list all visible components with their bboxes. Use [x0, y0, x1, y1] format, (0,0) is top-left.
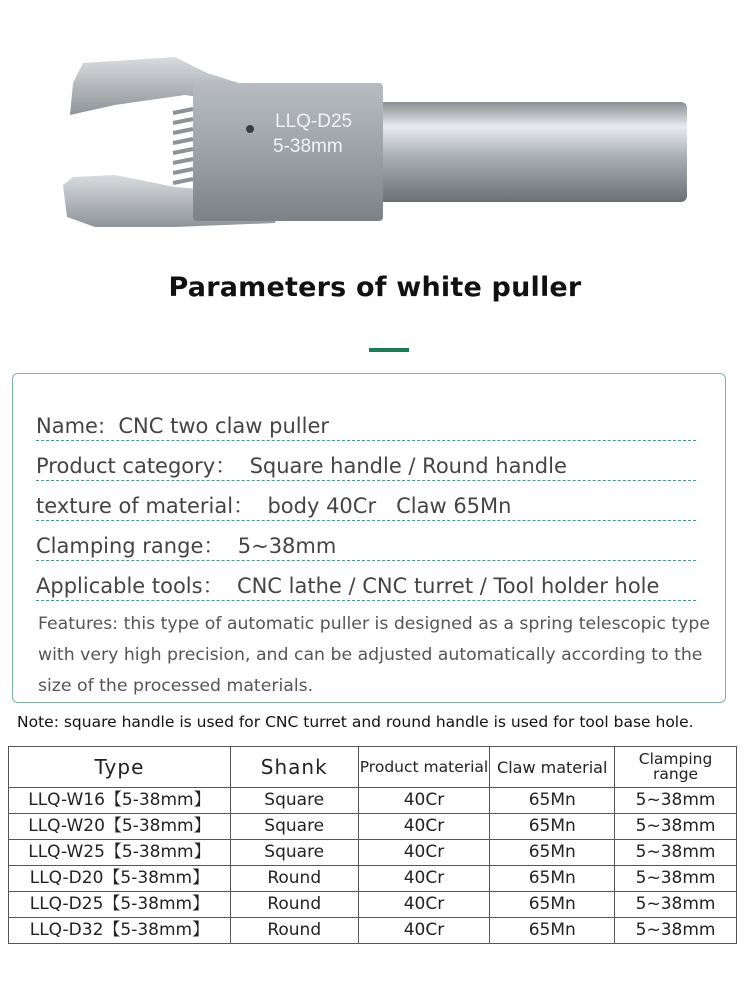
cell-claw-material: 65Mn — [490, 866, 615, 892]
table-row — [9, 788, 737, 814]
cell-claw-material: 65Mn — [490, 814, 615, 840]
param-row-clamping-range — [36, 532, 696, 561]
param-row-category — [36, 452, 696, 481]
param-row-name — [36, 412, 696, 441]
param-row-applicable-tools — [36, 572, 696, 601]
cell-clamping-range: 5~38mm — [615, 840, 737, 866]
header-product-material: Product material — [358, 747, 490, 788]
param-label: Clamping range： — [36, 534, 225, 558]
header-type: Type — [9, 747, 231, 788]
cell-clamping-range: 5~38mm — [615, 892, 737, 918]
table-row — [9, 814, 737, 840]
cell-product-material: 40Cr — [358, 788, 490, 814]
product-photo — [55, 55, 695, 245]
cell-shank: Square — [230, 788, 358, 814]
features-text: Features: this type of automatic puller is designed as a spring telescopic type with very high precision, and can be adjusted automatically according to the size of the processed materials. — [38, 614, 711, 696]
cell-clamping-range: 5~38mm — [615, 788, 737, 814]
table-header-row — [9, 747, 737, 788]
engraving-range: 5-38mm — [273, 136, 343, 157]
cell-type: LLQ-D32【5-38mm】 — [9, 918, 231, 944]
cell-clamping-range: 5~38mm — [615, 866, 737, 892]
cell-claw-material: 65Mn — [490, 840, 615, 866]
set-screw-hole-illustration — [246, 125, 254, 133]
cell-type: LLQ-D20【5-38mm】 — [9, 866, 231, 892]
header-claw-material: Claw material — [490, 747, 615, 788]
cell-shank: Round — [230, 918, 358, 944]
table-row — [9, 892, 737, 918]
param-value: body 40Cr Claw 65Mn — [267, 494, 512, 518]
cell-type: LLQ-W20【5-38mm】 — [9, 814, 231, 840]
cell-product-material: 40Cr — [358, 840, 490, 866]
section-heading: Parameters of white puller — [168, 272, 582, 303]
cell-product-material: 40Cr — [358, 892, 490, 918]
cell-claw-material: 65Mn — [490, 918, 615, 944]
param-value: CNC two claw puller — [118, 414, 329, 438]
param-value: Square handle / Round handle — [249, 454, 567, 478]
param-value: CNC lathe / CNC turret / Tool holder hole — [236, 574, 660, 598]
param-label: texture of material： — [36, 494, 255, 518]
param-label: Name: — [36, 414, 106, 438]
cell-product-material: 40Cr — [358, 866, 490, 892]
header-shank: Shank — [230, 747, 358, 788]
cell-shank: Round — [230, 892, 358, 918]
cell-product-material: 40Cr — [358, 918, 490, 944]
cell-clamping-range: 5~38mm — [615, 814, 737, 840]
spec-table — [8, 746, 737, 944]
table-row — [9, 918, 737, 944]
cell-type: LLQ-W16【5-38mm】 — [9, 788, 231, 814]
spring-illustration — [173, 109, 193, 183]
engraving-model: LLQ-D25 — [275, 111, 353, 132]
cell-type: LLQ-W25【5-38mm】 — [9, 840, 231, 866]
param-value: 5~38mm — [237, 534, 337, 558]
cell-claw-material: 65Mn — [490, 892, 615, 918]
cell-product-material: 40Cr — [358, 814, 490, 840]
table-row — [9, 866, 737, 892]
table-row — [9, 840, 737, 866]
header-clamping-range: Clamping range — [615, 747, 737, 788]
cell-clamping-range: 5~38mm — [615, 918, 737, 944]
param-label: Product category： — [36, 454, 237, 478]
param-label: Applicable tools： — [36, 574, 224, 598]
shank-illustration — [375, 102, 687, 202]
cell-type: LLQ-D25【5-38mm】 — [9, 892, 231, 918]
heading-underline — [369, 348, 409, 352]
cell-shank: Round — [230, 866, 358, 892]
cell-claw-material: 65Mn — [490, 788, 615, 814]
param-row-material — [36, 492, 696, 521]
usage-note: Note: square handle is used for CNC turret and round handle is used for tool base hole. — [17, 713, 694, 731]
cell-shank: Square — [230, 814, 358, 840]
cell-shank: Square — [230, 840, 358, 866]
